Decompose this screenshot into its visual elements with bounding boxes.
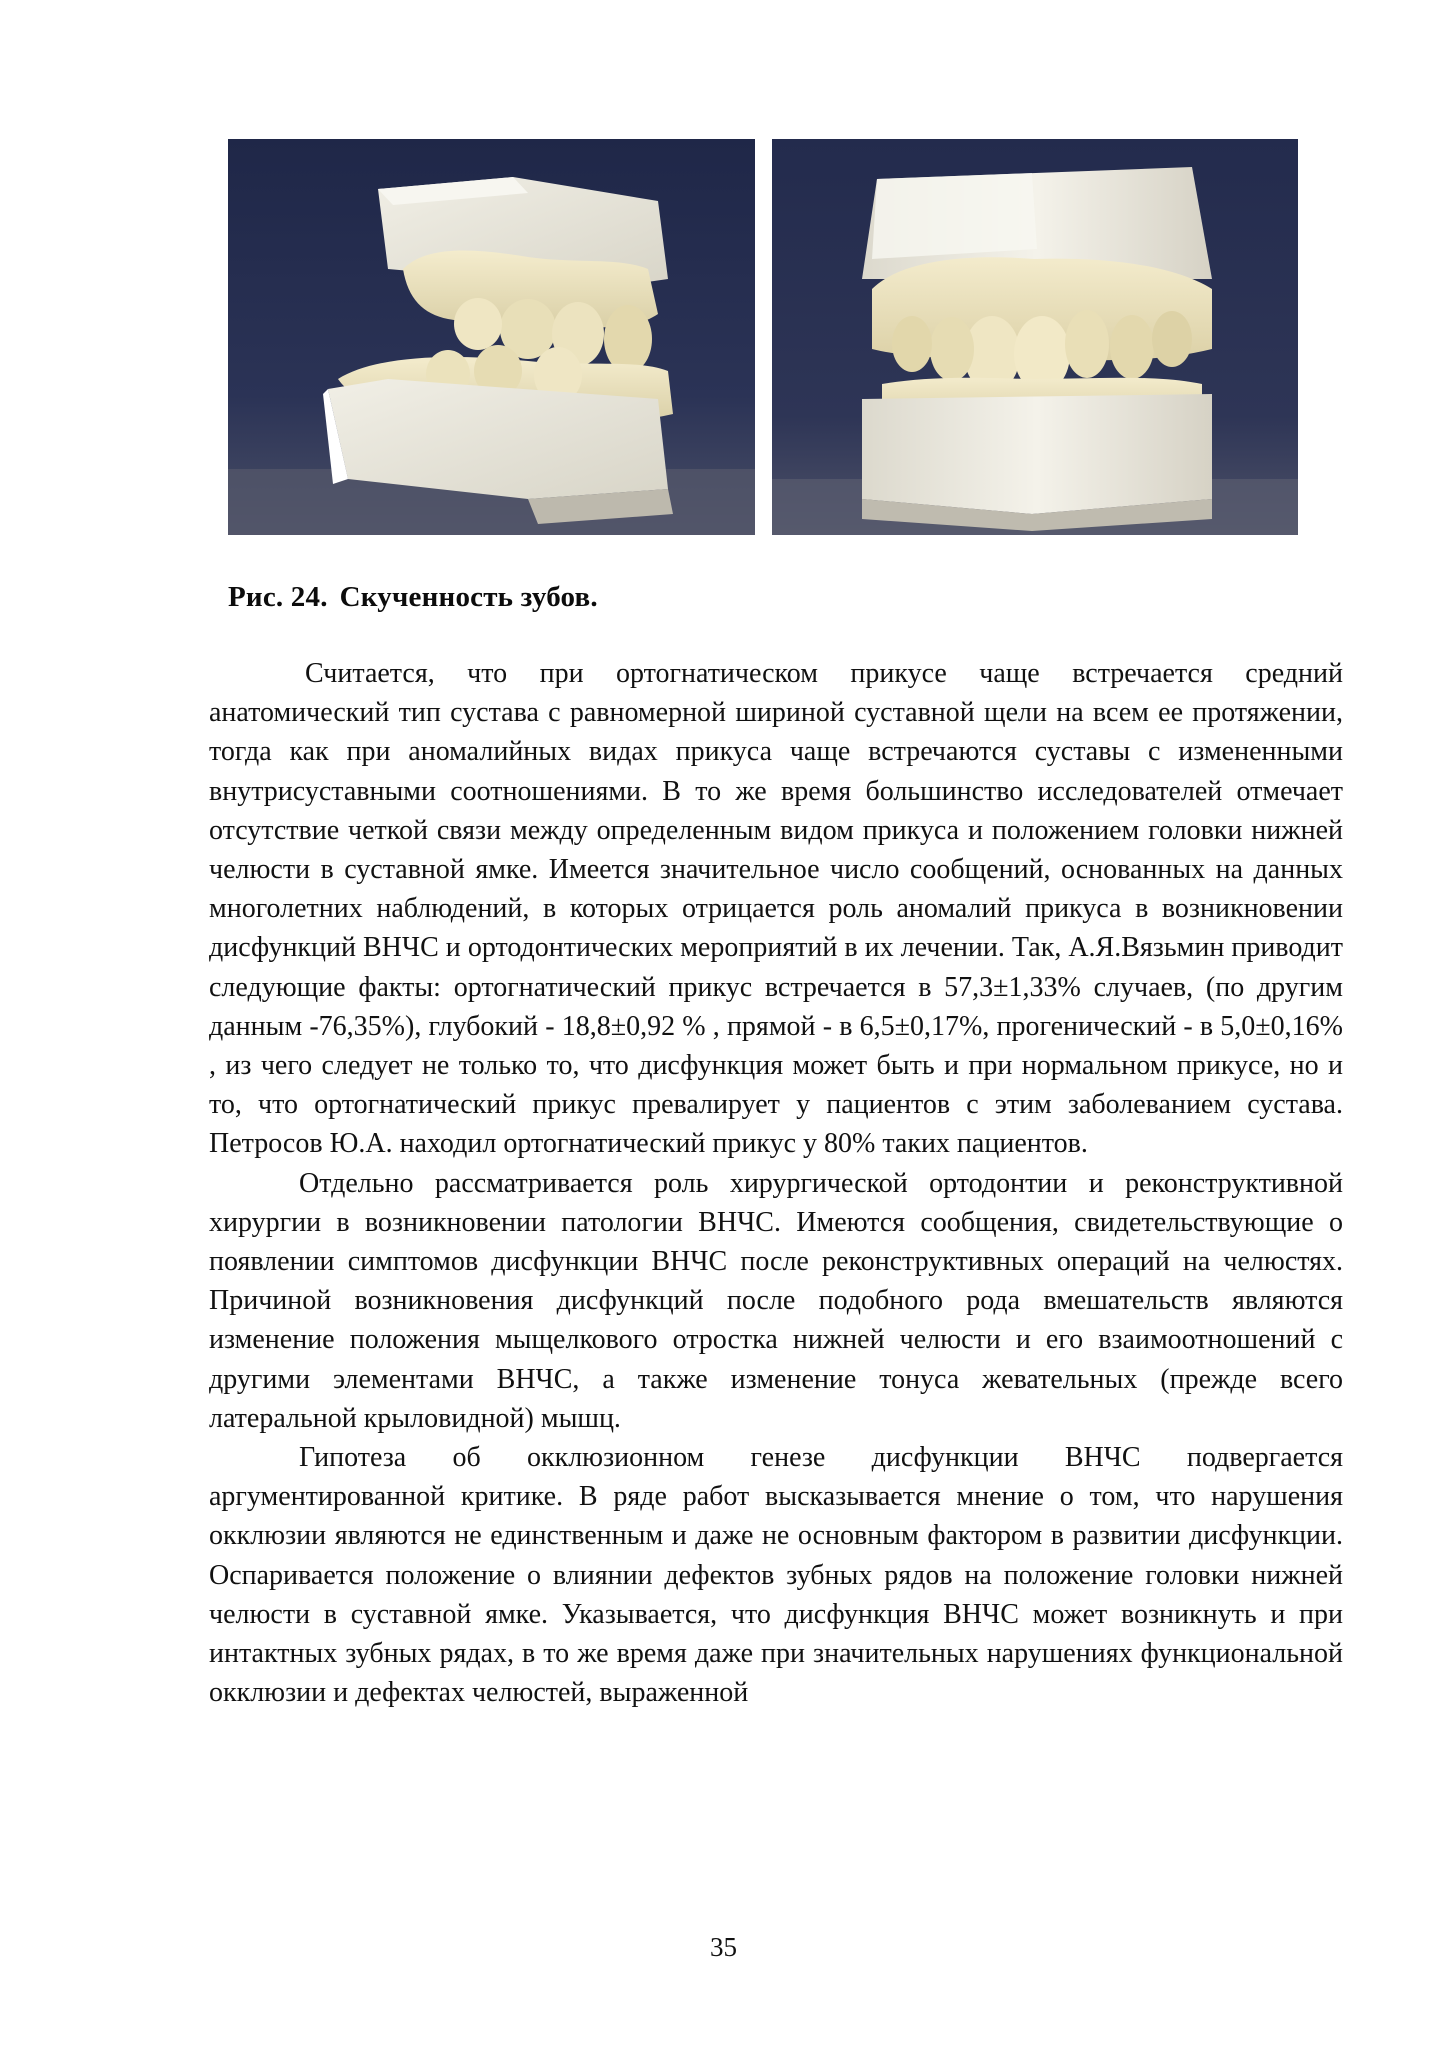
dental-model-front-view-image: [772, 139, 1298, 535]
dental-model-photo-left: [228, 139, 755, 535]
dental-model-photo-right: [772, 139, 1298, 535]
paragraph: Считается, что при ортогнатическом прикусе чаще встречается средний анатомический тип сустава с равномерной шириной суставной щели на всем ее протяжении, тогда как при аномалийных видах прикуса чаще встречаются суставы с измененными внутрисуставными соотношениями. В то же время большинство исследователей отмечает отсутствие четкой связи между определенным видом прикуса и положением головки нижней челюсти в суставной ямке. Имеется значительное число сообщений, основанных на данных многолетних наблюдений, в которых отрицается роль аномалий прикуса в возникновении дисфункций ВНЧС и ортодонтических мероприятий в их лечении. Так, А.Я.Вязьмин приводит следующие факты: ортогнатический прикус встречается в 57,3±1,33% случаев, (по другим данным -76,35%), глубокий - 18,8±0,92 % , прямой - в 6,5±0,17%, прогенический - в 5,0±0,16% , из чего следует не только то, что дисфункция может быть и при нормальном прикусе, но и то, что ортогнатический прикус превалирует у пациентов с этим заболеванием сустава. Петросов Ю.А. находил ортогнатический прикус у 80% таких пациентов.: [209, 658, 1343, 1160]
dental-model-side-view-image: [228, 139, 755, 535]
figure-caption: [228, 581, 1228, 614]
paragraph: Отдельно рассматривается роль хирургической ортодонтии и реконструктивной хирургии в возникновении патологии ВНЧС. Имеются сообщения, свидетельствующие о появлении симптомов дисфункции ВНЧС после реконструктивных операций на челюстях. Причиной возникновения дисфункций после подобного рода вмешательств являются изменение положения мыщелкового отростка нижней челюсти и его взаимоотношений с другими элементами ВНЧС, а также изменение тонуса жевательных (прежде всего латеральной крыловидной) мышц.: [209, 1167, 1343, 1434]
body-text: [209, 654, 1343, 1712]
figure-number: Рис. 24.: [228, 581, 328, 613]
paragraph: Гипотеза об окклюзионном генезе дисфункции ВНЧС подвергается аргументированной критике. В ряде работ высказывается мнение о том, что нарушения окклюзии являются не единственным и даже не основным фактором в развитии дисфункции. Оспаривается положение о влиянии дефектов зубных рядов на положение головки нижней челюсти в суставной ямке. Указывается, что дисфункция ВНЧС может возникнуть и при интактных зубных рядах, в то же время даже при значительных нарушениях функциональной окклюзии и дефектах челюстей, выраженной: [209, 1442, 1343, 1709]
page-number: 35: [710, 1932, 737, 1962]
figure-title: Скученность зубов.: [339, 581, 598, 613]
